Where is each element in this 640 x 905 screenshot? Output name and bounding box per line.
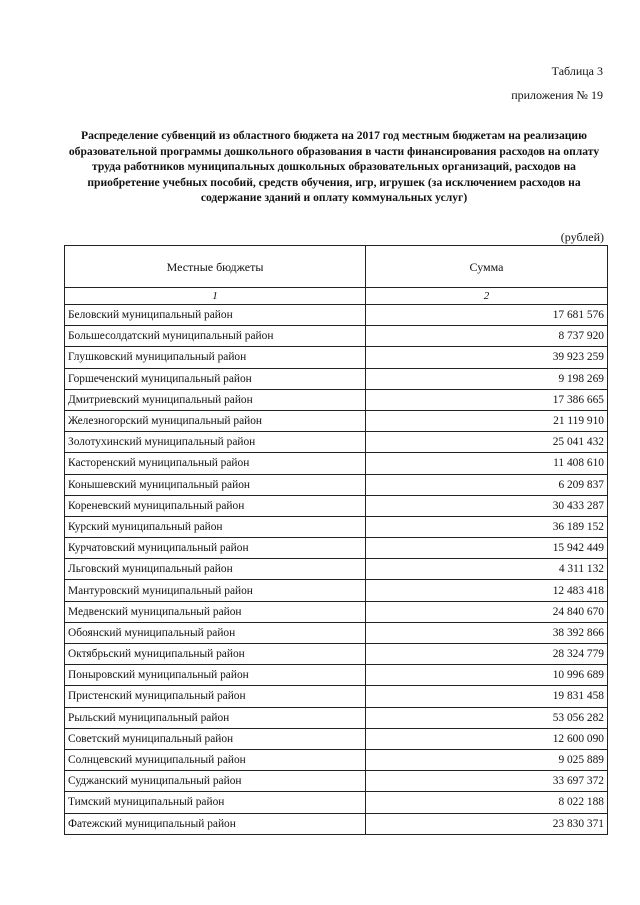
column-number-1: 1 bbox=[65, 288, 366, 305]
district-name-cell: Медвенский муниципальный район bbox=[65, 601, 366, 622]
table-row bbox=[65, 389, 608, 410]
district-name-cell: Суджанский муниципальный район bbox=[65, 771, 366, 792]
sum-cell: 24 840 670 bbox=[366, 601, 608, 622]
sum-cell: 21 119 910 bbox=[366, 410, 608, 431]
table-row bbox=[65, 305, 608, 326]
district-name-cell: Дмитриевский муниципальный район bbox=[65, 389, 366, 410]
district-name-cell: Обоянский муниципальный район bbox=[65, 622, 366, 643]
table-row bbox=[65, 665, 608, 686]
table-row bbox=[65, 326, 608, 347]
district-name-cell: Октябрьский муниципальный район bbox=[65, 644, 366, 665]
sum-cell: 12 600 090 bbox=[366, 728, 608, 749]
table-row bbox=[65, 368, 608, 389]
table-row bbox=[65, 601, 608, 622]
table-row bbox=[65, 453, 608, 474]
appendix-label: приложения № 19 bbox=[511, 88, 603, 102]
district-name-cell: Рыльский муниципальный район bbox=[65, 707, 366, 728]
district-name-cell: Мантуровский муниципальный район bbox=[65, 580, 366, 601]
column-number-2: 2 bbox=[366, 288, 608, 305]
table-row bbox=[65, 410, 608, 431]
district-name-cell: Курчатовский муниципальный район bbox=[65, 538, 366, 559]
table-row bbox=[65, 559, 608, 580]
table-row bbox=[65, 771, 608, 792]
sum-cell: 30 433 287 bbox=[366, 495, 608, 516]
sum-cell: 10 996 689 bbox=[366, 665, 608, 686]
table-row bbox=[65, 580, 608, 601]
sum-cell: 8 737 920 bbox=[366, 326, 608, 347]
table-row bbox=[65, 686, 608, 707]
district-name-cell: Золотухинский муниципальный район bbox=[65, 432, 366, 453]
district-name-cell: Солнцевский муниципальный район bbox=[65, 749, 366, 770]
table-row bbox=[65, 749, 608, 770]
sum-cell: 33 697 372 bbox=[366, 771, 608, 792]
sum-cell: 25 041 432 bbox=[366, 432, 608, 453]
sum-cell: 9 198 269 bbox=[366, 368, 608, 389]
sum-cell: 9 025 889 bbox=[366, 749, 608, 770]
unit-label: (рублей) bbox=[560, 230, 604, 244]
table-row bbox=[65, 495, 608, 516]
sum-cell: 28 324 779 bbox=[366, 644, 608, 665]
district-name-cell: Конышевский муниципальный район bbox=[65, 474, 366, 495]
sum-cell: 4 311 132 bbox=[366, 559, 608, 580]
column-header-sum: Сумма bbox=[366, 246, 608, 288]
district-name-cell: Горшеченский муниципальный район bbox=[65, 368, 366, 389]
table-row bbox=[65, 538, 608, 559]
district-name-cell: Касторенский муниципальный район bbox=[65, 453, 366, 474]
sum-cell: 39 923 259 bbox=[366, 347, 608, 368]
subvention-table bbox=[64, 245, 608, 835]
sum-cell: 23 830 371 bbox=[366, 813, 608, 834]
table-number-label: Таблица 3 bbox=[551, 64, 603, 78]
district-name-cell: Тимский муниципальный район bbox=[65, 792, 366, 813]
table-row bbox=[65, 707, 608, 728]
table-row bbox=[65, 813, 608, 834]
table-row bbox=[65, 474, 608, 495]
district-name-cell: Курский муниципальный район bbox=[65, 516, 366, 537]
sum-cell: 36 189 152 bbox=[366, 516, 608, 537]
sum-cell: 8 022 188 bbox=[366, 792, 608, 813]
district-name-cell: Беловский муниципальный район bbox=[65, 305, 366, 326]
table-header-row bbox=[65, 246, 608, 288]
table-row bbox=[65, 347, 608, 368]
document-title: Распределение субвенций из областного бюджета на 2017 год местным бюджетам на реализацию образовательной программы дошкольного образования в части финансирования расходов на оплату труда работников муниципальных дошкольных образовательных организаций, расходов на приобретение учебных пособий, средств обучения, игр, игрушек (за исключением расходов на содержание зданий и оплату коммунальных услуг) bbox=[68, 129, 600, 205]
sum-cell: 53 056 282 bbox=[366, 707, 608, 728]
district-name-cell: Советский муниципальный район bbox=[65, 728, 366, 749]
district-name-cell: Пристенский муниципальный район bbox=[65, 686, 366, 707]
district-name-cell: Большесолдатский муниципальный район bbox=[65, 326, 366, 347]
sum-cell: 19 831 458 bbox=[366, 686, 608, 707]
district-name-cell: Железногорский муниципальный район bbox=[65, 410, 366, 431]
table-row bbox=[65, 622, 608, 643]
column-header-budgets: Местные бюджеты bbox=[65, 246, 366, 288]
table-row bbox=[65, 516, 608, 537]
sum-cell: 11 408 610 bbox=[366, 453, 608, 474]
sum-cell: 17 386 665 bbox=[366, 389, 608, 410]
district-name-cell: Глушковский муниципальный район bbox=[65, 347, 366, 368]
district-name-cell: Кореневский муниципальный район bbox=[65, 495, 366, 516]
table-row bbox=[65, 432, 608, 453]
sum-cell: 17 681 576 bbox=[366, 305, 608, 326]
district-name-cell: Льговский муниципальный район bbox=[65, 559, 366, 580]
column-numbers-row bbox=[65, 288, 608, 305]
sum-cell: 12 483 418 bbox=[366, 580, 608, 601]
table-row bbox=[65, 644, 608, 665]
sum-cell: 38 392 866 bbox=[366, 622, 608, 643]
sum-cell: 6 209 837 bbox=[366, 474, 608, 495]
table-row bbox=[65, 792, 608, 813]
table-row bbox=[65, 728, 608, 749]
sum-cell: 15 942 449 bbox=[366, 538, 608, 559]
district-name-cell: Фатежский муниципальный район bbox=[65, 813, 366, 834]
district-name-cell: Поныровский муниципальный район bbox=[65, 665, 366, 686]
